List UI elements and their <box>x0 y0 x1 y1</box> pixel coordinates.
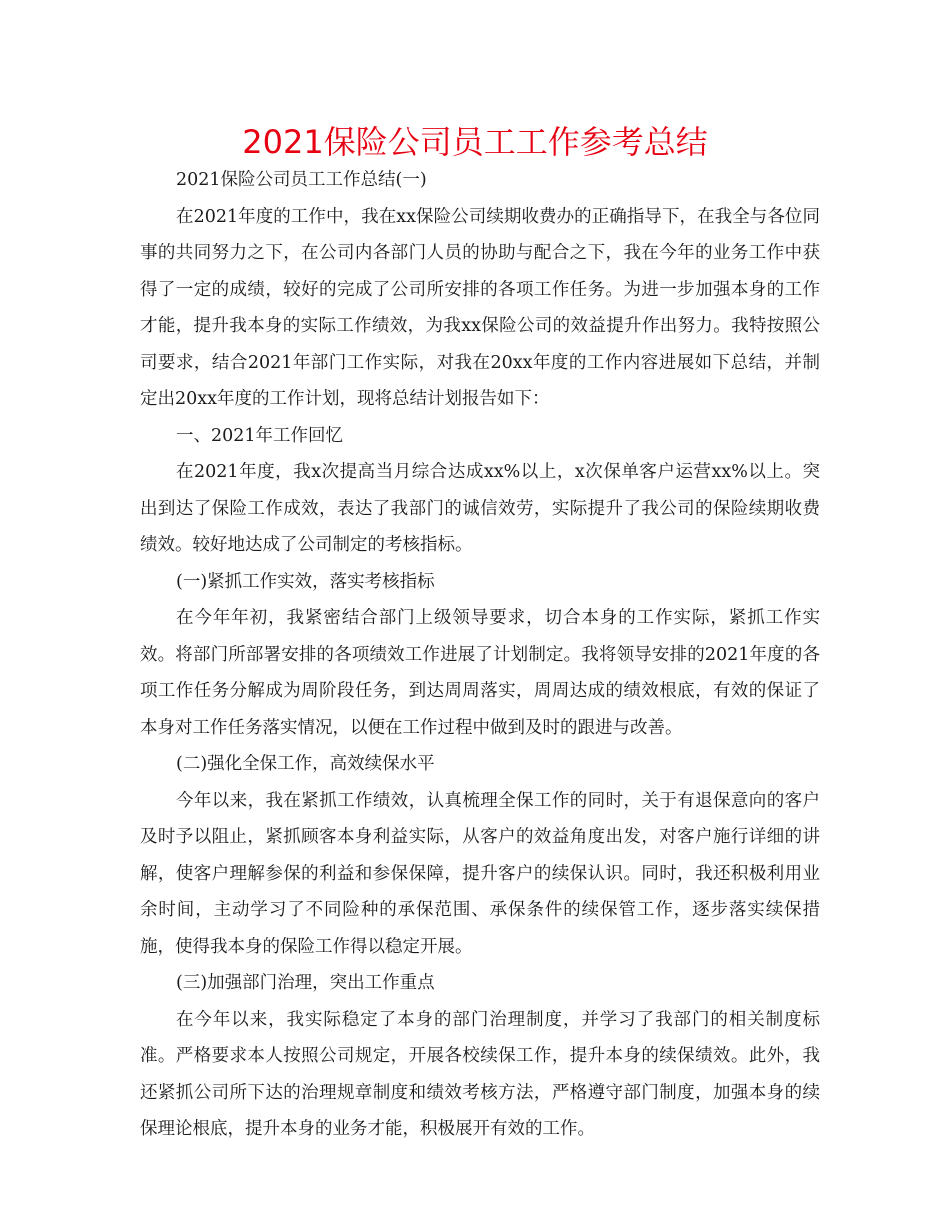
paragraph-section-3: 在今年以来，我实际稳定了本身的部门治理制度，并学习了我部门的相关制度标准。严格要求本人按照公司规定，开展各校续保工作，提升本身的续保绩效。此外，我还紧抓公司所下达的治理规章制度和绩效考核方法，严格遵守部门制度，加强本身的续保理论根底，提升本身的业务才能，积极展开有效的工作。 <box>140 1009 820 1139</box>
section-heading-2: (二)强化全保工作，高效续保水平 <box>176 754 435 774</box>
section-heading-1: (一)紧抓工作实效，落实考核指标 <box>176 571 435 592</box>
paragraph-section-2: 今年以来，我在紧抓工作绩效，认真梳理全保工作的同时，关于有退保意向的客户及时予以阻止，紧抓顾客本身利益实际，从客户的效益角度出发，对客户施行详细的讲解，使客户理解参保的利益和参保保障，提升客户的续保认识。同时，我还积极利用业余时间，主动学习了不同险种的承保范围、承保条件的续保管工作，逐步落实续保措施，使得我本身的保险工作得以稳定开展。 <box>140 790 820 957</box>
paragraph-intro: 在2021年度的工作中，我在xx保险公司续期收费办的正确指导下，在我全与各位同事的共同努力之下，在公司内各部门人员的协助与配合之下，我在今年的业务工作中获得了一定的成绩，较好的完成了公司所安排的各项工作任务。为进一步加强本身的工作才能，提升我本身的实际工作绩效，为我xx保险公司的效益提升作出努力。我特按照公司要求，结合2021年部门工作实际，对我在20xx年度的工作内容进展如下总结，并制定出20xx年度的工作计划，现将总结计划报告如下： <box>140 206 820 409</box>
document-subtitle: 2021保险公司员工工作总结(一) <box>176 170 427 190</box>
document-body <box>140 162 820 1148</box>
document-title: 2021保险公司员工工作参考总结 <box>242 123 708 161</box>
paragraph-review: 在2021年度，我x次提高当月综合达成xx%以上，x次保单客户运营xx%以上。突出到达了保险工作成效，表达了我部门的诚信效劳，实际提升了我公司的保险续期收费绩效。较好地达成了公司制定的考核指标。 <box>140 462 820 555</box>
paragraph-section-1: 在今年年初，我紧密结合部门上级领导要求，切合本身的工作实际，紧抓工作实效。将部门所部署安排的各项绩效工作进展了计划制定。我将领导安排的2021年度的各项工作任务分解成为周阶段任务，到达周周落实，周周达成的绩效根底，有效的保证了本身对工作任务落实情况，以便在工作过程中做到及时的跟进与改善。 <box>140 608 820 738</box>
section-heading-review: 一、2021年工作回忆 <box>176 425 344 446</box>
section-heading-3: (三)加强部门治理，突出工作重点 <box>176 973 435 993</box>
